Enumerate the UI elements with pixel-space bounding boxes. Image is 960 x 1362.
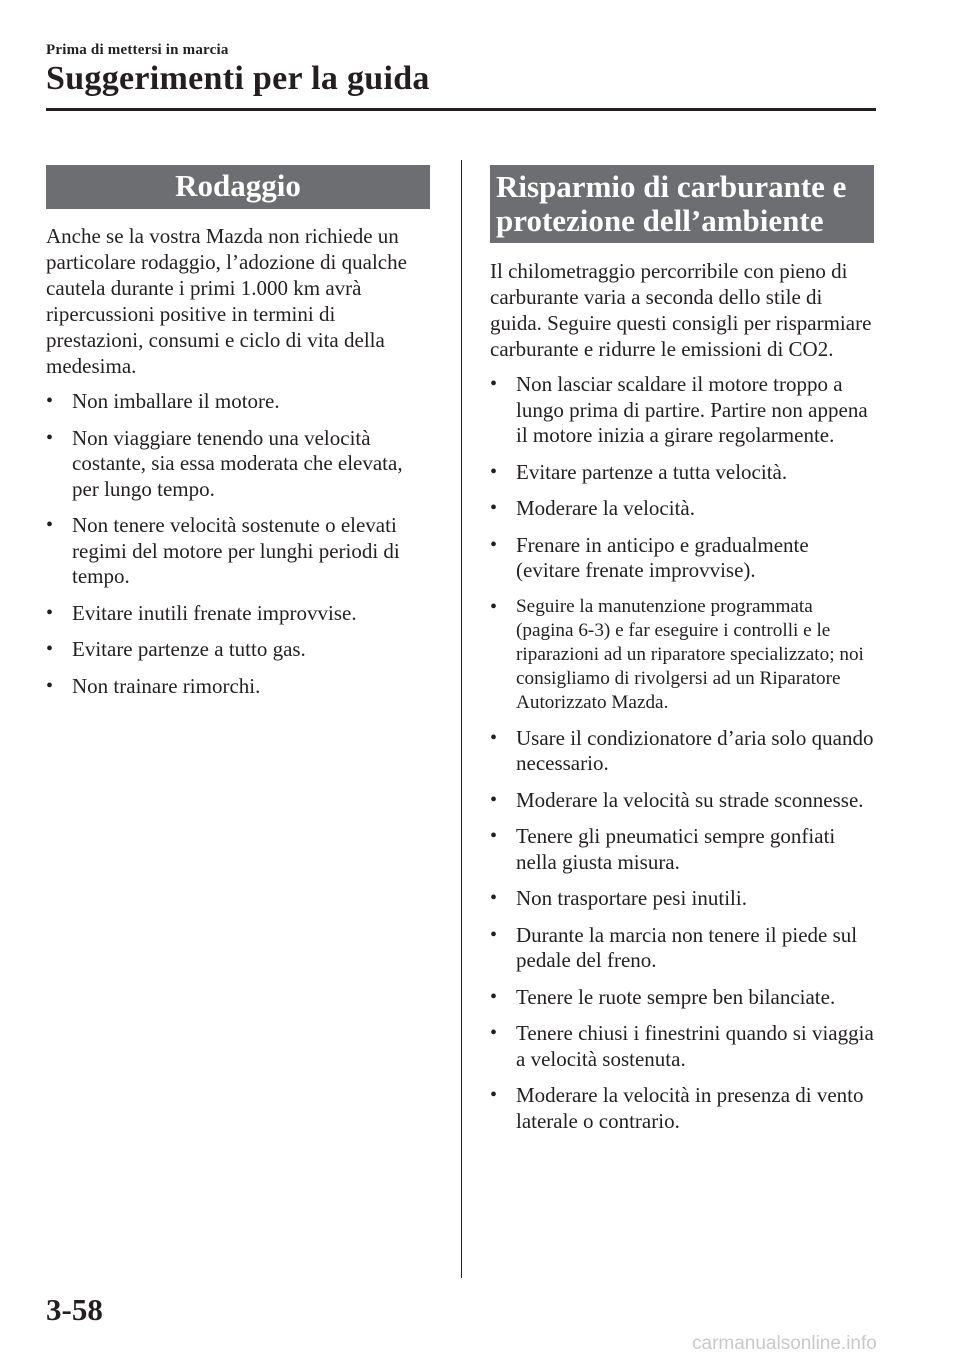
bullet-icon: • [490,923,498,946]
list-item [490,886,874,912]
list-item-text: Evitare partenze a tutta velocità. [516,459,788,484]
list-item [490,1083,874,1134]
list-item [46,674,430,700]
fuel-economy-heading-line2: protezione dell’ambiente [496,203,824,238]
list-item [490,726,874,777]
list-item-text: Usare il condizionatore d’aria solo quando necessario. [516,725,874,775]
bullet-icon: • [46,390,54,412]
fuel-economy-heading-line1: Risparmio di carburante e [496,169,847,204]
column-divider [461,160,462,1278]
list-item-text: Non lasciar scaldare il motore troppo a lungo prima di partire. Partire non appena il motore inizia a girare regolarmente. [516,372,868,447]
list-item [490,985,874,1011]
list-item [490,1021,874,1072]
bullet-icon: • [46,674,54,697]
list-item-text: Moderare la velocità. [516,496,695,520]
watermark: carmanualsonline.info [692,1333,877,1354]
list-item-text: Non trasportare pesi inutili. [516,886,747,910]
header-divider [46,108,876,111]
fuel-economy-intro: Il chilometraggio percorribile con pieno di carburante varia a seconda dello stile di guida. Seguire questi consigli per risparmiare carburante e ridurre le emissioni di CO2. [490,259,872,361]
list-item-text: Seguire la manutenzione programmata (pagina 6-3) e far eseguire i controlli e le riparazioni ad un riparatore specializzato; noi consigliamo di rivolgersi ad un Riparatore Autorizzato Mazda. [516,595,864,713]
list-item-text: Evitare inutili frenate improvvise. [72,600,357,625]
bullet-icon: • [490,595,498,618]
page-title: Suggerimenti per la guida [46,60,430,97]
list-item [490,595,874,715]
list-item-text: Tenere le ruote sempre ben bilanciate. [516,984,836,1009]
list-item-text: Durante la marcia non tenere il piede sul pedale del freno. [516,922,858,972]
list-item-text: Non imballare il motore. [72,389,280,413]
list-item-text: Non tenere velocità sostenute o elevati regimi del motore per lunghi periodi di tempo. [72,513,400,588]
list-item [490,372,874,449]
bullet-icon: • [490,460,498,483]
list-item [46,637,430,663]
list-item [490,460,874,486]
list-item-text: Moderare la velocità su strade sconnesse. [516,787,864,812]
bullet-icon: • [490,1022,498,1044]
bullet-icon: • [490,533,498,556]
page-number: 3-58 [46,1292,103,1327]
list-item [46,426,430,503]
bullet-icon: • [46,638,54,660]
bullet-icon: • [46,601,54,624]
list-item-text: Evitare partenze a tutto gas. [72,637,306,661]
rodaggio-intro: Anche se la vostra Mazda non richiede un particolare rodaggio, l’adozione di qualche cautela durante i primi 1.000 km avrà ripercussioni positive in termini di prestazioni, consumi e ciclo di vita della medesima. [46,224,407,378]
list-item [490,496,874,522]
left-column [46,165,430,710]
bullet-icon: • [490,985,498,1008]
list-item [46,389,430,415]
bullet-icon: • [490,1084,498,1106]
list-item [490,824,874,875]
list-item [490,788,874,814]
bullet-icon: • [46,514,54,536]
right-column [490,165,874,1145]
list-item [490,533,874,584]
bullet-icon: • [490,726,498,749]
rodaggio-bullet-list [46,389,430,699]
fuel-economy-bullet-list [490,372,874,1134]
bullet-icon: • [46,426,54,449]
section-label: Prima di mettersi in marcia [46,42,229,58]
list-item [46,513,430,590]
rodaggio-heading: Rodaggio [46,165,430,209]
list-item [490,923,874,974]
list-item [46,601,430,627]
bullet-icon: • [490,887,498,909]
bullet-icon: • [490,497,498,519]
list-item-text: Frenare in anticipo e gradualmente (evitare frenate improvvise). [516,532,809,582]
bullet-icon: • [490,373,498,395]
bullet-icon: • [490,788,498,811]
list-item-text: Tenere chiusi i finestrini quando si viaggia a velocità sostenuta. [516,1021,874,1071]
list-item-text: Non viaggiare tenendo una velocità costante, sia essa moderata che elevata, per lungo tempo. [72,425,403,501]
list-item-text: Non trainare rimorchi. [72,673,261,698]
list-item-text: Moderare la velocità in presenza di vento laterale o contrario. [516,1083,864,1133]
bullet-icon: • [490,825,498,847]
list-item-text: Tenere gli pneumatici sempre gonfiati nella giusta misura. [516,824,836,874]
fuel-economy-heading [490,165,874,243]
